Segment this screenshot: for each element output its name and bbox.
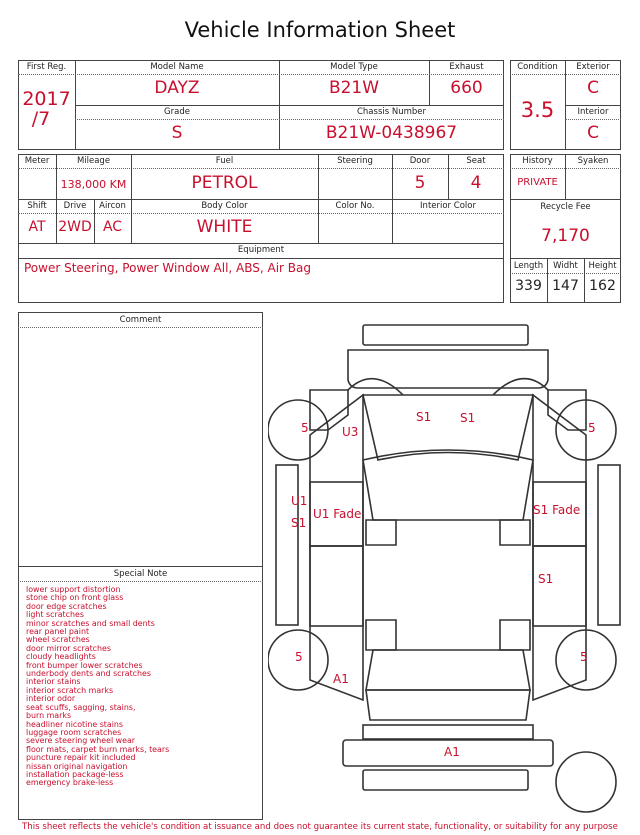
rear-seat-left xyxy=(366,620,396,650)
drive-value: 2WD xyxy=(58,219,92,235)
tire-rr-mark: 5 xyxy=(580,650,588,664)
aircon-value: AC xyxy=(102,219,123,235)
syaken-label: Syaken xyxy=(577,156,609,166)
shift-value: AT xyxy=(28,219,46,235)
body-color-value: WHITE xyxy=(196,217,253,237)
first-reg-label: First Reg. xyxy=(26,62,67,72)
width-value: 147 xyxy=(552,278,579,294)
first-reg-year: 2017 xyxy=(22,88,71,110)
exhaust-value: 660 xyxy=(450,78,483,98)
hood xyxy=(348,350,548,388)
width-label: Widht xyxy=(553,261,578,271)
left-rear-door xyxy=(310,546,363,626)
rear-panel xyxy=(363,725,533,739)
interior-label: Interior xyxy=(577,107,609,117)
special-note-item: door edge scratches xyxy=(26,601,107,611)
special-note-item: wheel scratches xyxy=(26,635,90,645)
front-glass-mark-2: S1 xyxy=(460,411,476,425)
aircon-label: Aircon xyxy=(99,201,126,211)
left-rear-mark: A1 xyxy=(333,672,349,686)
steering-label: Steering xyxy=(337,156,373,166)
chassis-number-label: Chassis Number xyxy=(356,107,427,117)
left-pillar-u1-mark: U1 xyxy=(291,494,308,508)
door-value: 5 xyxy=(414,173,426,193)
recycle-fee-label: Recycle Fee xyxy=(540,202,591,212)
model-type-value: B21W xyxy=(328,78,380,98)
exterior-value: C xyxy=(587,78,599,98)
grade-value: S xyxy=(171,123,183,143)
model-type-label: Model Type xyxy=(330,62,378,72)
right-rear-door-mark: S1 xyxy=(538,572,554,586)
first-reg-month: /7 xyxy=(31,108,51,130)
left-fender-mark: U3 xyxy=(342,425,359,439)
shift-label: Shift xyxy=(27,201,47,211)
special-note-item: interior scratch marks xyxy=(26,685,114,695)
seat-label: Seat xyxy=(466,156,486,166)
special-note-item: stone chip on front glass xyxy=(26,593,124,603)
drive-label: Drive xyxy=(63,201,87,211)
exterior-label: Exterior xyxy=(576,62,610,72)
recycle-fee-value: 7,170 xyxy=(541,226,590,246)
right-body-side xyxy=(533,395,586,700)
spare-tire xyxy=(556,752,616,812)
front-seat-right xyxy=(500,520,530,545)
meter-label: Meter xyxy=(24,156,50,166)
left-pillar-s1-mark: S1 xyxy=(291,516,307,530)
right-door-mark: S1 Fade xyxy=(533,503,581,517)
chassis-number-value: B21W-0438967 xyxy=(325,123,458,143)
page-title: Vehicle Information Sheet xyxy=(184,18,456,42)
special-note-item: puncture repair kit included xyxy=(26,753,136,763)
mileage-label: Mileage xyxy=(76,156,111,166)
special-note-item: interior stains xyxy=(26,677,81,687)
front-glass-mark-1: S1 xyxy=(416,410,432,424)
length-label: Length xyxy=(513,261,544,271)
seat-value: 4 xyxy=(470,173,482,193)
special-note-item: nissan original navigation xyxy=(26,761,128,771)
exhaust-label: Exhaust xyxy=(449,62,484,72)
disclaimer-footer: This sheet reflects the vehicle's condition at issuance and does not guarantee its current state, functionality, or suitability for any purpose xyxy=(22,822,618,832)
comment-label: Comment xyxy=(119,315,162,325)
special-note-item: headliner nicotine stains xyxy=(26,719,124,729)
tire-fl-mark: 5 xyxy=(301,421,309,435)
condition-label: Condition xyxy=(517,62,558,72)
front-seat-left xyxy=(366,520,396,545)
door-label: Door xyxy=(409,156,431,166)
height-value: 162 xyxy=(589,278,616,294)
body-color-label: Body Color xyxy=(201,201,248,211)
rear-seat-right xyxy=(500,620,530,650)
equipment-value: Power Steering, Power Window All, ABS, Air Bag xyxy=(24,261,312,275)
special-note-item: installation package-less xyxy=(26,769,124,779)
left-side-sill xyxy=(276,465,298,625)
rear-bumper-mark: A1 xyxy=(444,745,460,759)
roof xyxy=(363,450,533,520)
fuel-value: PETROL xyxy=(191,173,258,193)
height-label: Height xyxy=(588,261,617,271)
special-note-item: floor mats, carpet burn marks, tears xyxy=(26,744,170,754)
condition-value: 3.5 xyxy=(520,98,555,122)
special-note-item: cloudy headlights xyxy=(26,652,96,662)
interior-value: C xyxy=(587,123,599,143)
history-label: History xyxy=(522,156,553,166)
front-bumper xyxy=(363,325,528,345)
special-note-label: Special Note xyxy=(113,569,168,579)
special-note-item: front bumper lower scratches xyxy=(26,660,143,670)
front-right-arch xyxy=(493,379,548,395)
special-note-item: rear panel paint xyxy=(26,627,90,637)
special-note-item: luggage room scratches xyxy=(26,727,122,737)
special-note-item: minor scratches and small dents xyxy=(26,618,155,628)
special-note-item: seat scuffs, sagging, stains, xyxy=(26,702,136,712)
color-no-label: Color No. xyxy=(335,201,375,211)
history-value: PRIVATE xyxy=(517,177,558,188)
special-note-item: light scratches xyxy=(26,610,84,620)
length-value: 339 xyxy=(515,278,542,294)
grade-label: Grade xyxy=(164,107,190,117)
front-left-arch xyxy=(348,379,403,395)
equipment-label: Equipment xyxy=(237,245,285,255)
right-side-sill xyxy=(598,465,620,625)
special-note-item: burn marks xyxy=(26,711,72,721)
tire-rl-mark: 5 xyxy=(295,650,303,664)
model-name-label: Model Name xyxy=(150,62,204,72)
tire-fr-mark: 5 xyxy=(588,421,596,435)
special-note-item: door mirror scratches xyxy=(26,643,111,653)
rear-hatch xyxy=(366,690,530,720)
interior-color-label: Interior Color xyxy=(420,201,476,211)
special-note-list xyxy=(26,586,260,788)
fuel-label: Fuel xyxy=(215,156,234,166)
left-door-mark: U1 Fade xyxy=(313,507,362,521)
special-note-item: interior odor xyxy=(26,694,76,704)
special-note-item: severe steering wheel wear xyxy=(26,736,136,746)
left-body-side xyxy=(310,395,363,700)
mileage-value: 138,000 KM xyxy=(60,178,127,191)
special-note-item: lower support distortion xyxy=(26,585,121,594)
special-note-item: emergency brake-less xyxy=(26,778,114,788)
special-note-item: underbody dents and scratches xyxy=(26,669,151,679)
model-name-value: DAYZ xyxy=(154,78,200,98)
rear-window xyxy=(366,650,530,690)
right-rear-door xyxy=(533,546,586,626)
rear-bumper-lower xyxy=(363,770,528,790)
